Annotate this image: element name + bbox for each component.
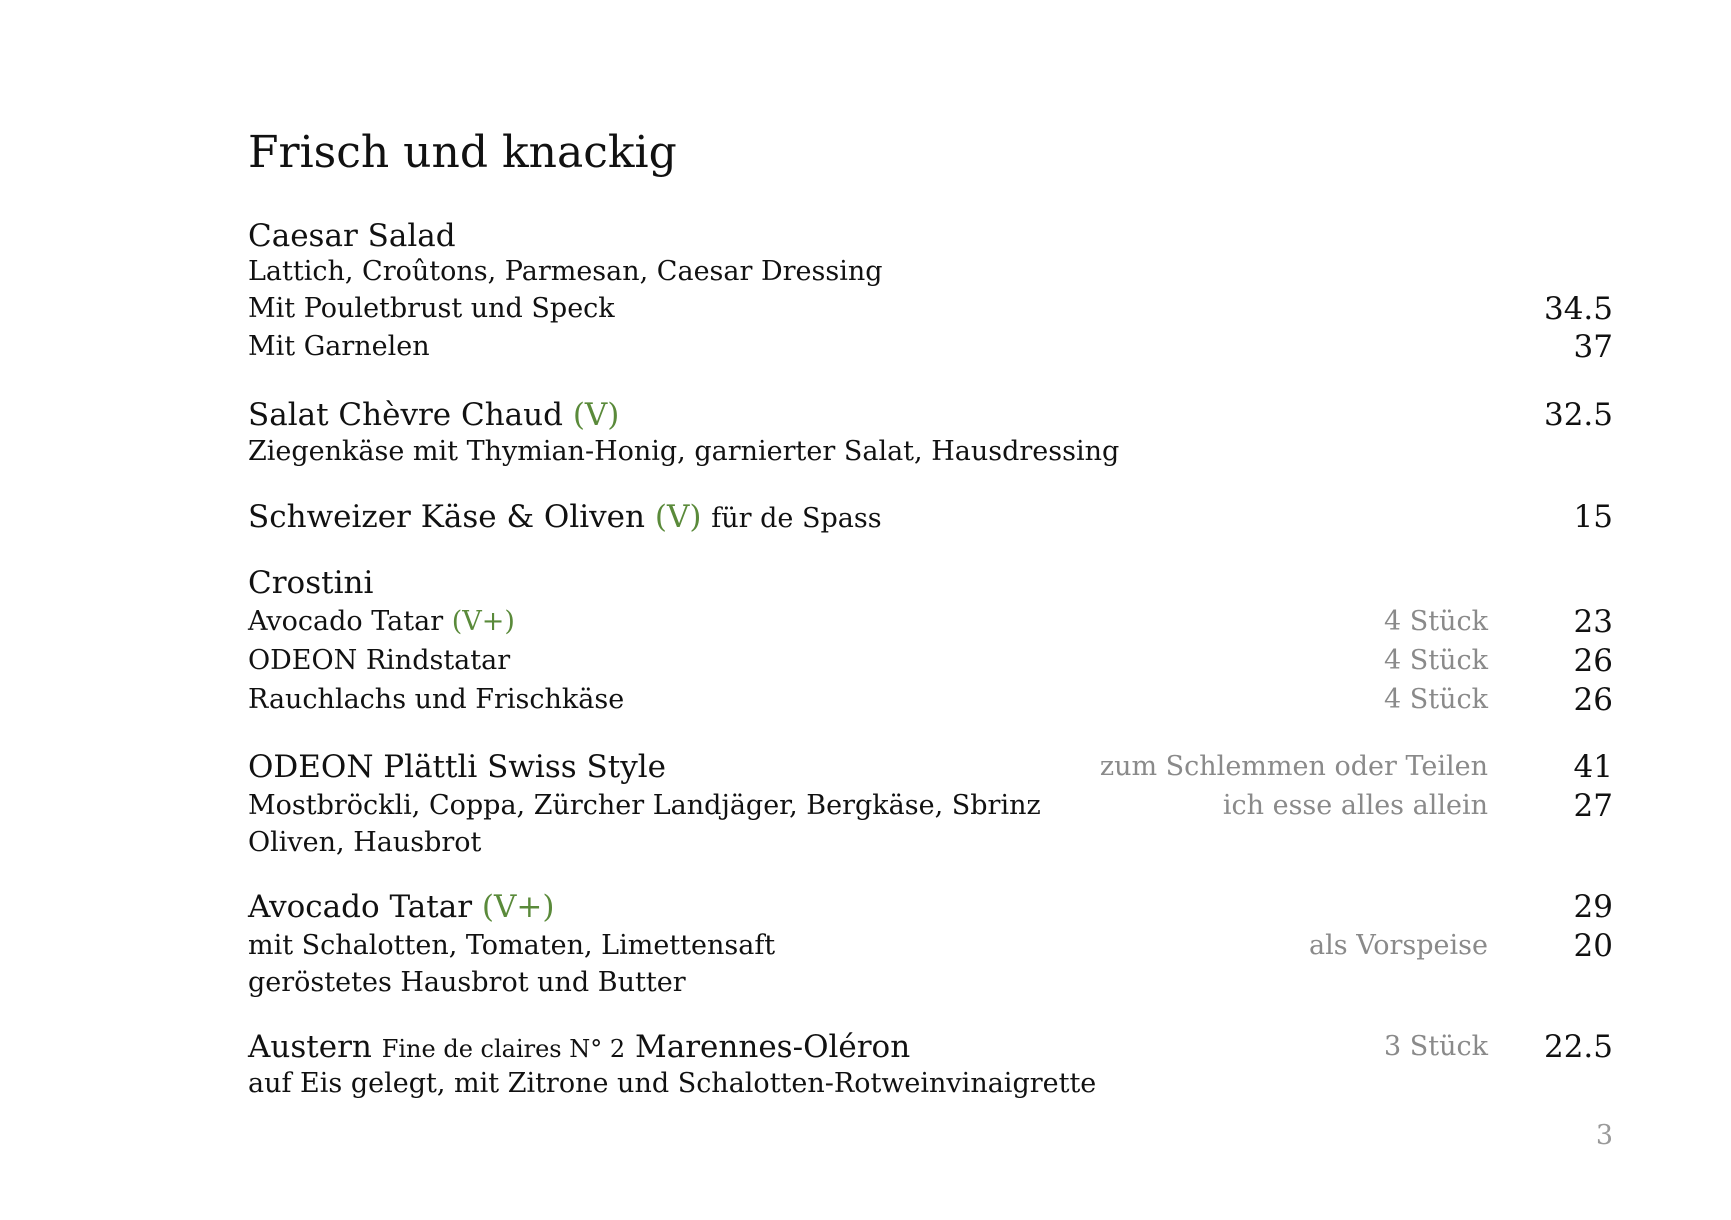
item-description-row — [248, 965, 1613, 1001]
item-name-line — [248, 889, 554, 925]
menu-item-kaese-oliven — [248, 499, 1613, 535]
item-suffix: für de Spass — [711, 503, 882, 534]
item-name-line — [248, 1029, 910, 1067]
vegetarian-tag: (V) — [654, 499, 702, 535]
crostini-option-row — [248, 682, 1613, 718]
quantity-note: 4 Stück — [1384, 684, 1488, 715]
item-name: Salat Chèvre Chaud — [248, 397, 563, 433]
item-description: mit Schalotten, Tomaten, Limettensaft — [248, 930, 776, 961]
item-name: Avocado Tatar — [248, 889, 473, 925]
item-description-row — [248, 254, 1613, 290]
item-description: auf Eis gelegt, mit Zitrone und Schalotten-Rotweinvinaigrette — [248, 1068, 1097, 1099]
item-name-line — [248, 499, 882, 537]
item-price: 22.5 — [1543, 1029, 1613, 1065]
item-price: 15 — [1573, 499, 1613, 535]
vegan-tag: (V+) — [481, 889, 555, 925]
option-label: Mit Garnelen — [248, 331, 430, 362]
item-price: 32.5 — [1543, 397, 1613, 433]
item-name: Crostini — [248, 565, 374, 601]
option-label: Rauchlachs und Frischkäse — [248, 684, 625, 715]
item-option-row — [248, 291, 1613, 327]
crostini-option-row — [248, 643, 1613, 679]
option-label: ODEON Rindstatar — [248, 645, 511, 676]
vegetarian-tag: (V) — [572, 397, 620, 433]
item-price: 26 — [1573, 643, 1613, 679]
oyster-origin: Marennes-Oléron — [635, 1029, 911, 1065]
portion-note: ich esse alles allein — [1222, 790, 1488, 821]
item-price: 41 — [1573, 749, 1613, 785]
oyster-variety: Fine de claires N° 2 — [381, 1035, 626, 1063]
item-name: Caesar Salad — [248, 218, 456, 254]
item-option-row — [248, 329, 1613, 365]
menu-item-plaettli — [248, 749, 1613, 785]
item-name: Austern — [248, 1029, 372, 1065]
item-description-row — [248, 1066, 1613, 1102]
item-price: 23 — [1573, 604, 1613, 640]
item-description: geröstetes Hausbrot und Butter — [248, 967, 686, 998]
quantity-note: 3 Stück — [1384, 1031, 1488, 1062]
item-price: 34.5 — [1543, 291, 1613, 327]
menu-item-austern — [248, 1029, 1613, 1065]
item-description-row — [248, 825, 1613, 861]
item-description: Oliven, Hausbrot — [248, 827, 482, 858]
menu-item-chevre-chaud — [248, 397, 1613, 433]
portion-note: zum Schlemmen oder Teilen — [1099, 751, 1488, 782]
portion-note: als Vorspeise — [1309, 930, 1488, 961]
menu-item-avocado-tatar — [248, 889, 1613, 925]
item-name-line — [248, 397, 619, 433]
quantity-note: 4 Stück — [1384, 645, 1488, 676]
quantity-note: 4 Stück — [1384, 606, 1488, 637]
item-description: Ziegenkäse mit Thymian-Honig, garnierter Salat, Hausdressing — [248, 436, 1120, 467]
item-name: Schweizer Käse & Oliven — [248, 499, 645, 535]
option-label: Avocado Tatar — [248, 606, 444, 637]
menu-item-crostini — [248, 565, 1613, 601]
item-price: 26 — [1573, 682, 1613, 718]
menu-item-caesar-salad — [248, 218, 1613, 254]
item-description: Mostbröckli, Coppa, Zürcher Landjäger, Bergkäse, Sbrinz — [248, 790, 1041, 821]
option-label: Mit Pouletbrust und Speck — [248, 293, 615, 324]
item-price: 20 — [1573, 928, 1613, 964]
item-description-row — [248, 928, 1613, 964]
item-description-row — [248, 788, 1613, 824]
crostini-option-row — [248, 604, 1613, 640]
item-description: Lattich, Croûtons, Parmesan, Caesar Dressing — [248, 256, 883, 287]
item-name: ODEON Plättli Swiss Style — [248, 749, 666, 785]
vegan-tag: (V+) — [451, 606, 515, 637]
item-price: 37 — [1573, 329, 1613, 365]
option-label-line — [248, 604, 515, 640]
section-heading: Frisch und knackig — [248, 127, 677, 178]
item-price: 27 — [1573, 788, 1613, 824]
menu-page — [248, 0, 1613, 1220]
item-description-row — [248, 434, 1613, 470]
item-price: 29 — [1573, 889, 1613, 925]
page-number: 3 — [1595, 1120, 1613, 1151]
